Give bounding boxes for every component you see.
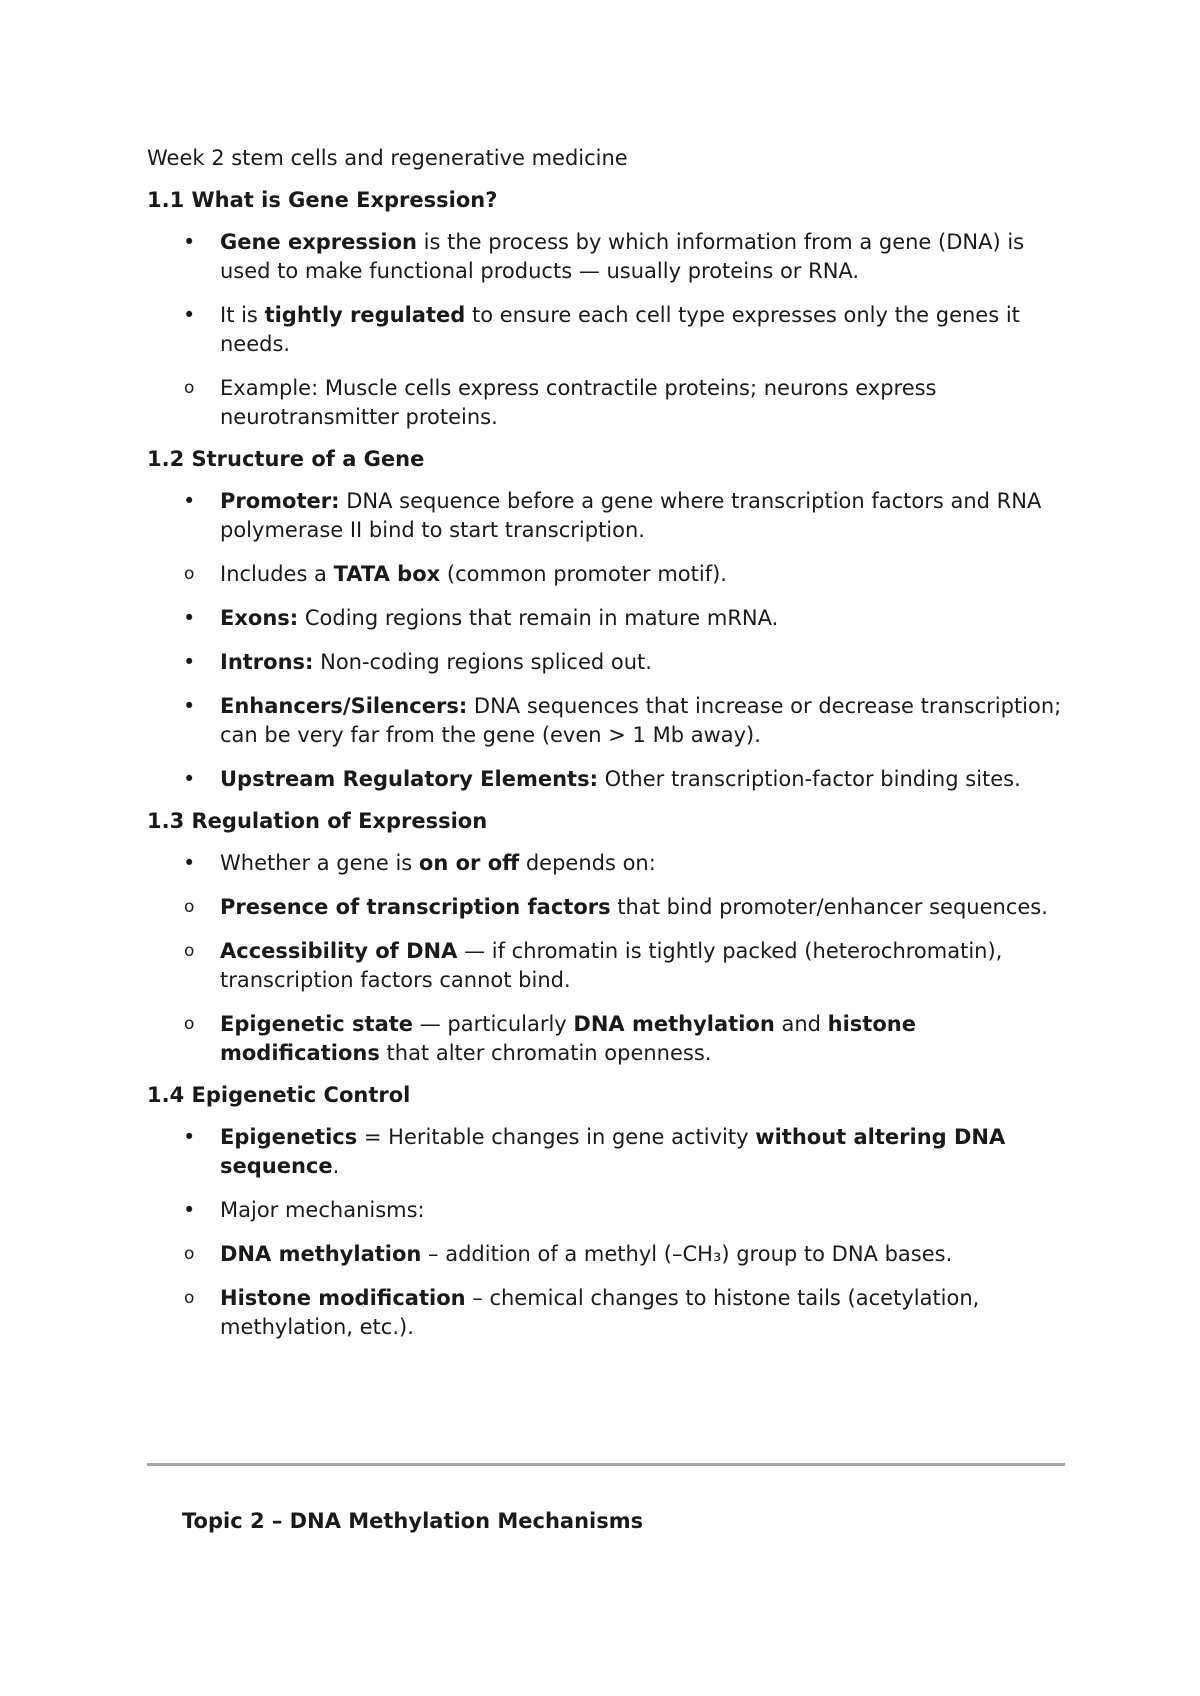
text: Whether a gene is <box>220 851 419 875</box>
sub-bullet-icon: o <box>184 1288 195 1308</box>
term: DNA methylation <box>573 1012 775 1036</box>
list-item <box>147 301 1067 432</box>
sub-list <box>184 374 1067 432</box>
bullet-icon: • <box>183 767 196 791</box>
bullet-icon: • <box>183 650 196 674</box>
bullet-icon: • <box>183 303 196 327</box>
text: DNA sequences that increase or decrease transcription; can be very far from the gene (even > 1 Mb away). <box>220 694 1062 747</box>
list-item <box>147 1196 1067 1342</box>
text: and <box>774 1012 828 1036</box>
document-page <box>147 144 1067 1357</box>
text: (common promoter motif). <box>440 562 727 586</box>
text: — if chromatin is tightly packed (heterochromatin), transcription factors cannot bind. <box>220 939 1003 992</box>
text: — particularly <box>413 1012 574 1036</box>
section-1-1-list <box>147 228 1067 432</box>
section-1-3-list <box>147 849 1067 1068</box>
sub-list-item <box>184 937 1067 995</box>
term: Gene expression <box>220 230 417 254</box>
term: Promoter: <box>220 489 340 513</box>
term: Accessibility of DNA <box>220 939 458 963</box>
sub-bullet-icon: o <box>184 941 195 961</box>
sub-bullet-icon: o <box>184 1014 195 1034</box>
term: Epigenetic state <box>220 1012 414 1036</box>
bullet-icon: • <box>183 489 196 513</box>
document-title: Week 2 stem cells and regenerative medicine <box>147 146 628 170</box>
text: that alter chromatin openness. <box>379 1041 712 1065</box>
list-item <box>147 487 1067 589</box>
section-heading-1-3: 1.3 Regulation of Expression <box>147 809 488 833</box>
sub-list-item <box>184 374 1067 432</box>
text: that bind promoter/enhancer sequences. <box>610 895 1048 919</box>
term: Histone modification <box>220 1286 466 1310</box>
list-item <box>147 648 1067 677</box>
list-item <box>147 692 1067 750</box>
bullet-icon: • <box>183 1125 196 1149</box>
text: Example: Muscle cells express contractile proteins; neurons express neurotransmitter proteins. <box>220 376 937 429</box>
horizontal-rule <box>147 1463 1065 1466</box>
section-1-4-list <box>147 1123 1067 1342</box>
topic-heading: Topic 2 – DNA Methylation Mechanisms <box>182 1509 644 1533</box>
sub-list <box>184 1240 1067 1342</box>
text: Non-coding regions spliced out. <box>313 650 652 674</box>
text: Major mechanisms: <box>220 1198 425 1222</box>
text: It is <box>220 303 265 327</box>
section-heading-1-4: 1.4 Epigenetic Control <box>147 1083 411 1107</box>
sub-list-item <box>184 1010 1067 1068</box>
text: = Heritable changes in gene activity <box>357 1125 756 1149</box>
section-heading-1-1: 1.1 What is Gene Expression? <box>147 188 498 212</box>
term: Epigenetics <box>220 1125 358 1149</box>
term: Presence of transcription factors <box>220 895 611 919</box>
list-item <box>147 849 1067 1068</box>
list-item <box>147 604 1067 633</box>
sub-list-item <box>184 1240 1067 1269</box>
term: Exons: <box>220 606 299 630</box>
term: without altering DNA sequence <box>220 1125 1006 1178</box>
text: . <box>332 1154 340 1178</box>
list-item <box>147 228 1067 286</box>
text: to ensure each cell type expresses only the genes it needs. <box>220 303 1020 356</box>
term: tightly regulated <box>264 303 466 327</box>
section-heading-1-2: 1.2 Structure of a Gene <box>147 447 425 471</box>
bullet-icon: • <box>183 1198 196 1222</box>
term: TATA box <box>333 562 441 586</box>
sub-bullet-icon: o <box>184 564 195 584</box>
term: on or off <box>418 851 520 875</box>
sub-bullet-icon: o <box>184 1244 195 1264</box>
list-item <box>147 765 1067 794</box>
sub-list-item <box>184 560 1067 589</box>
sub-bullet-icon: o <box>184 897 195 917</box>
sub-list-item <box>184 1284 1067 1342</box>
sub-list-item <box>184 893 1067 922</box>
term: Introns: <box>220 650 314 674</box>
term: Upstream Regulatory Elements: <box>220 767 598 791</box>
text: DNA sequence before a gene where transcription factors and RNA polymerase II bind to start transcription. <box>220 489 1042 542</box>
list-item <box>147 1123 1067 1181</box>
sub-list <box>184 893 1067 1068</box>
text: – addition of a methyl (–CH₃) group to DNA bases. <box>421 1242 953 1266</box>
term: DNA methylation <box>220 1242 422 1266</box>
text: depends on: <box>519 851 656 875</box>
text: is the process by which information from a gene (DNA) is used to make functional products — usually proteins or RNA. <box>220 230 1025 283</box>
text: Includes a <box>220 562 334 586</box>
bullet-icon: • <box>183 606 196 630</box>
sub-list <box>184 560 1067 589</box>
section-1-2-list <box>147 487 1067 794</box>
text: Other transcription-factor binding sites. <box>597 767 1021 791</box>
bullet-icon: • <box>183 694 196 718</box>
term: histone modifications <box>220 1012 916 1065</box>
term: Enhancers/Silencers: <box>220 694 468 718</box>
text: – chemical changes to histone tails (acetylation, methylation, etc.). <box>220 1286 980 1339</box>
sub-bullet-icon: o <box>184 378 195 398</box>
bullet-icon: • <box>183 230 196 254</box>
bullet-icon: • <box>183 851 196 875</box>
text: Coding regions that remain in mature mRNA. <box>298 606 779 630</box>
